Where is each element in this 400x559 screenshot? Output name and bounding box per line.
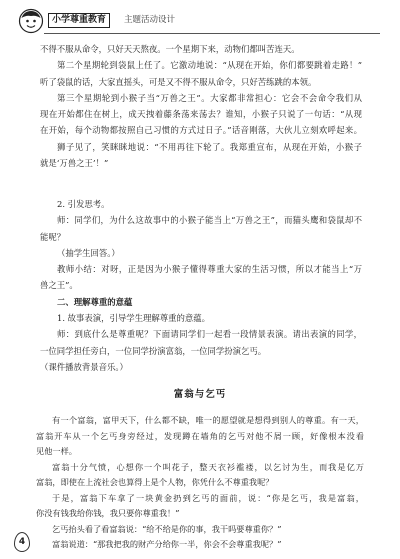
text-line: 狮子见了，笑眯眯地说：“不用再往下轮了。我郑重宣布，从现在开始，小猴子	[57, 141, 362, 152]
step-heading: 1. 故事表演，引导学生理解尊重的意蕴。	[57, 313, 211, 324]
text-line: 就是‘万兽之王’！”	[40, 158, 109, 169]
brand-label: 小学尊重教育	[48, 13, 110, 28]
step-heading: 2. 引发思考。	[57, 199, 110, 209]
fable-ending	[40, 41, 362, 171]
text-line: 在开始，每个动物都按照自己习惯的方式过日子。”话音刚落，大伙儿立刻欢呼起来。	[40, 125, 362, 136]
text-line: 乞丐抬头看了看富翁说：“给不给是你的事，我干吗要尊重你？”	[52, 523, 282, 534]
text-line: 师：到底什么是尊重呢？下面请同学们一起看一段情景表演。请出表演的同学，	[57, 329, 362, 340]
text-line: 第三个星期轮到小猴子当“万兽之王”。大家都非常担心：它会不会命令我们从	[57, 92, 362, 103]
text-line: 第二个星期轮到袋鼠上任了。它激动地说：“从现在开始，你们都要跳着走路！”	[57, 60, 362, 71]
text-line: 于是，富翁下车拿了一块黄金扔到乞丐的面前，说：“你是乞丐，我是富翁，	[52, 492, 364, 503]
text-line: 不得不服从命令，只好天天熬夜。一个星期下来，动物们都叫苦连天。	[40, 44, 300, 54]
text-line: 听了袋鼠的话，大家直摇头，可是又不得不服从命令，只好苦练跳的本领。	[40, 76, 317, 87]
text-line: 有一个富翁，富甲天下，什么都不缺，唯一的愿望就是想得到别人的尊重。有一天，	[52, 415, 364, 425]
text-line: 见他一样。	[36, 446, 77, 456]
text-line: 教师小结：对呀，正是因为小猴子懂得尊重大家的生活习惯，所以才能当上“万	[57, 264, 362, 275]
text-line: （抽学生回答。）	[57, 247, 120, 258]
section-heading: 二、理解尊重的意蕴	[57, 296, 133, 307]
book-subtitle: 主题活动设计	[124, 15, 176, 25]
cartoon-child-face-icon	[18, 8, 44, 34]
header-divider	[44, 33, 380, 34]
page-number: 4	[14, 532, 30, 552]
text-line: 师：同学们，为什么这故事中的小猴子能当上“万兽之王”，而猫头鹰和袋鼠却不	[57, 215, 362, 226]
text-line: 富翁，即使在上流社会也算得上是个人物，你凭什么不尊重我呢？	[36, 477, 274, 487]
text-line: （课件播放背景音乐。）	[40, 361, 128, 372]
discussion-section	[40, 196, 362, 375]
text-line: 富翁开车从一个乞丐身旁经过，发现蹲在墙角的乞丐对他不屑一顾，好像根本没看	[36, 430, 364, 441]
text-line: 现在开始都住在树上，成天拽着藤条荡来荡去？谁知，小猴子只说了一句话：“从现	[40, 109, 362, 120]
text-line: 富翁十分气愤，心想你一个叫花子，整天衣衫褴褛，以乞讨为生，而我是亿万	[52, 461, 364, 472]
text-line: 一位同学担任旁白，一位同学扮演富翁，一位同学扮演乞丐。	[40, 345, 267, 356]
text-line: 能呢？	[40, 231, 66, 242]
text-line: 你没有钱我给你钱，我只要你尊重我！”	[36, 508, 180, 518]
text-line: 兽之王”。	[40, 280, 78, 291]
story-title: 富翁与乞丐	[173, 389, 227, 400]
story-body	[36, 413, 364, 553]
text-line: 富翁说道：“那我把我的财产分给你一半，你会不会尊重我呢？”	[52, 539, 282, 549]
